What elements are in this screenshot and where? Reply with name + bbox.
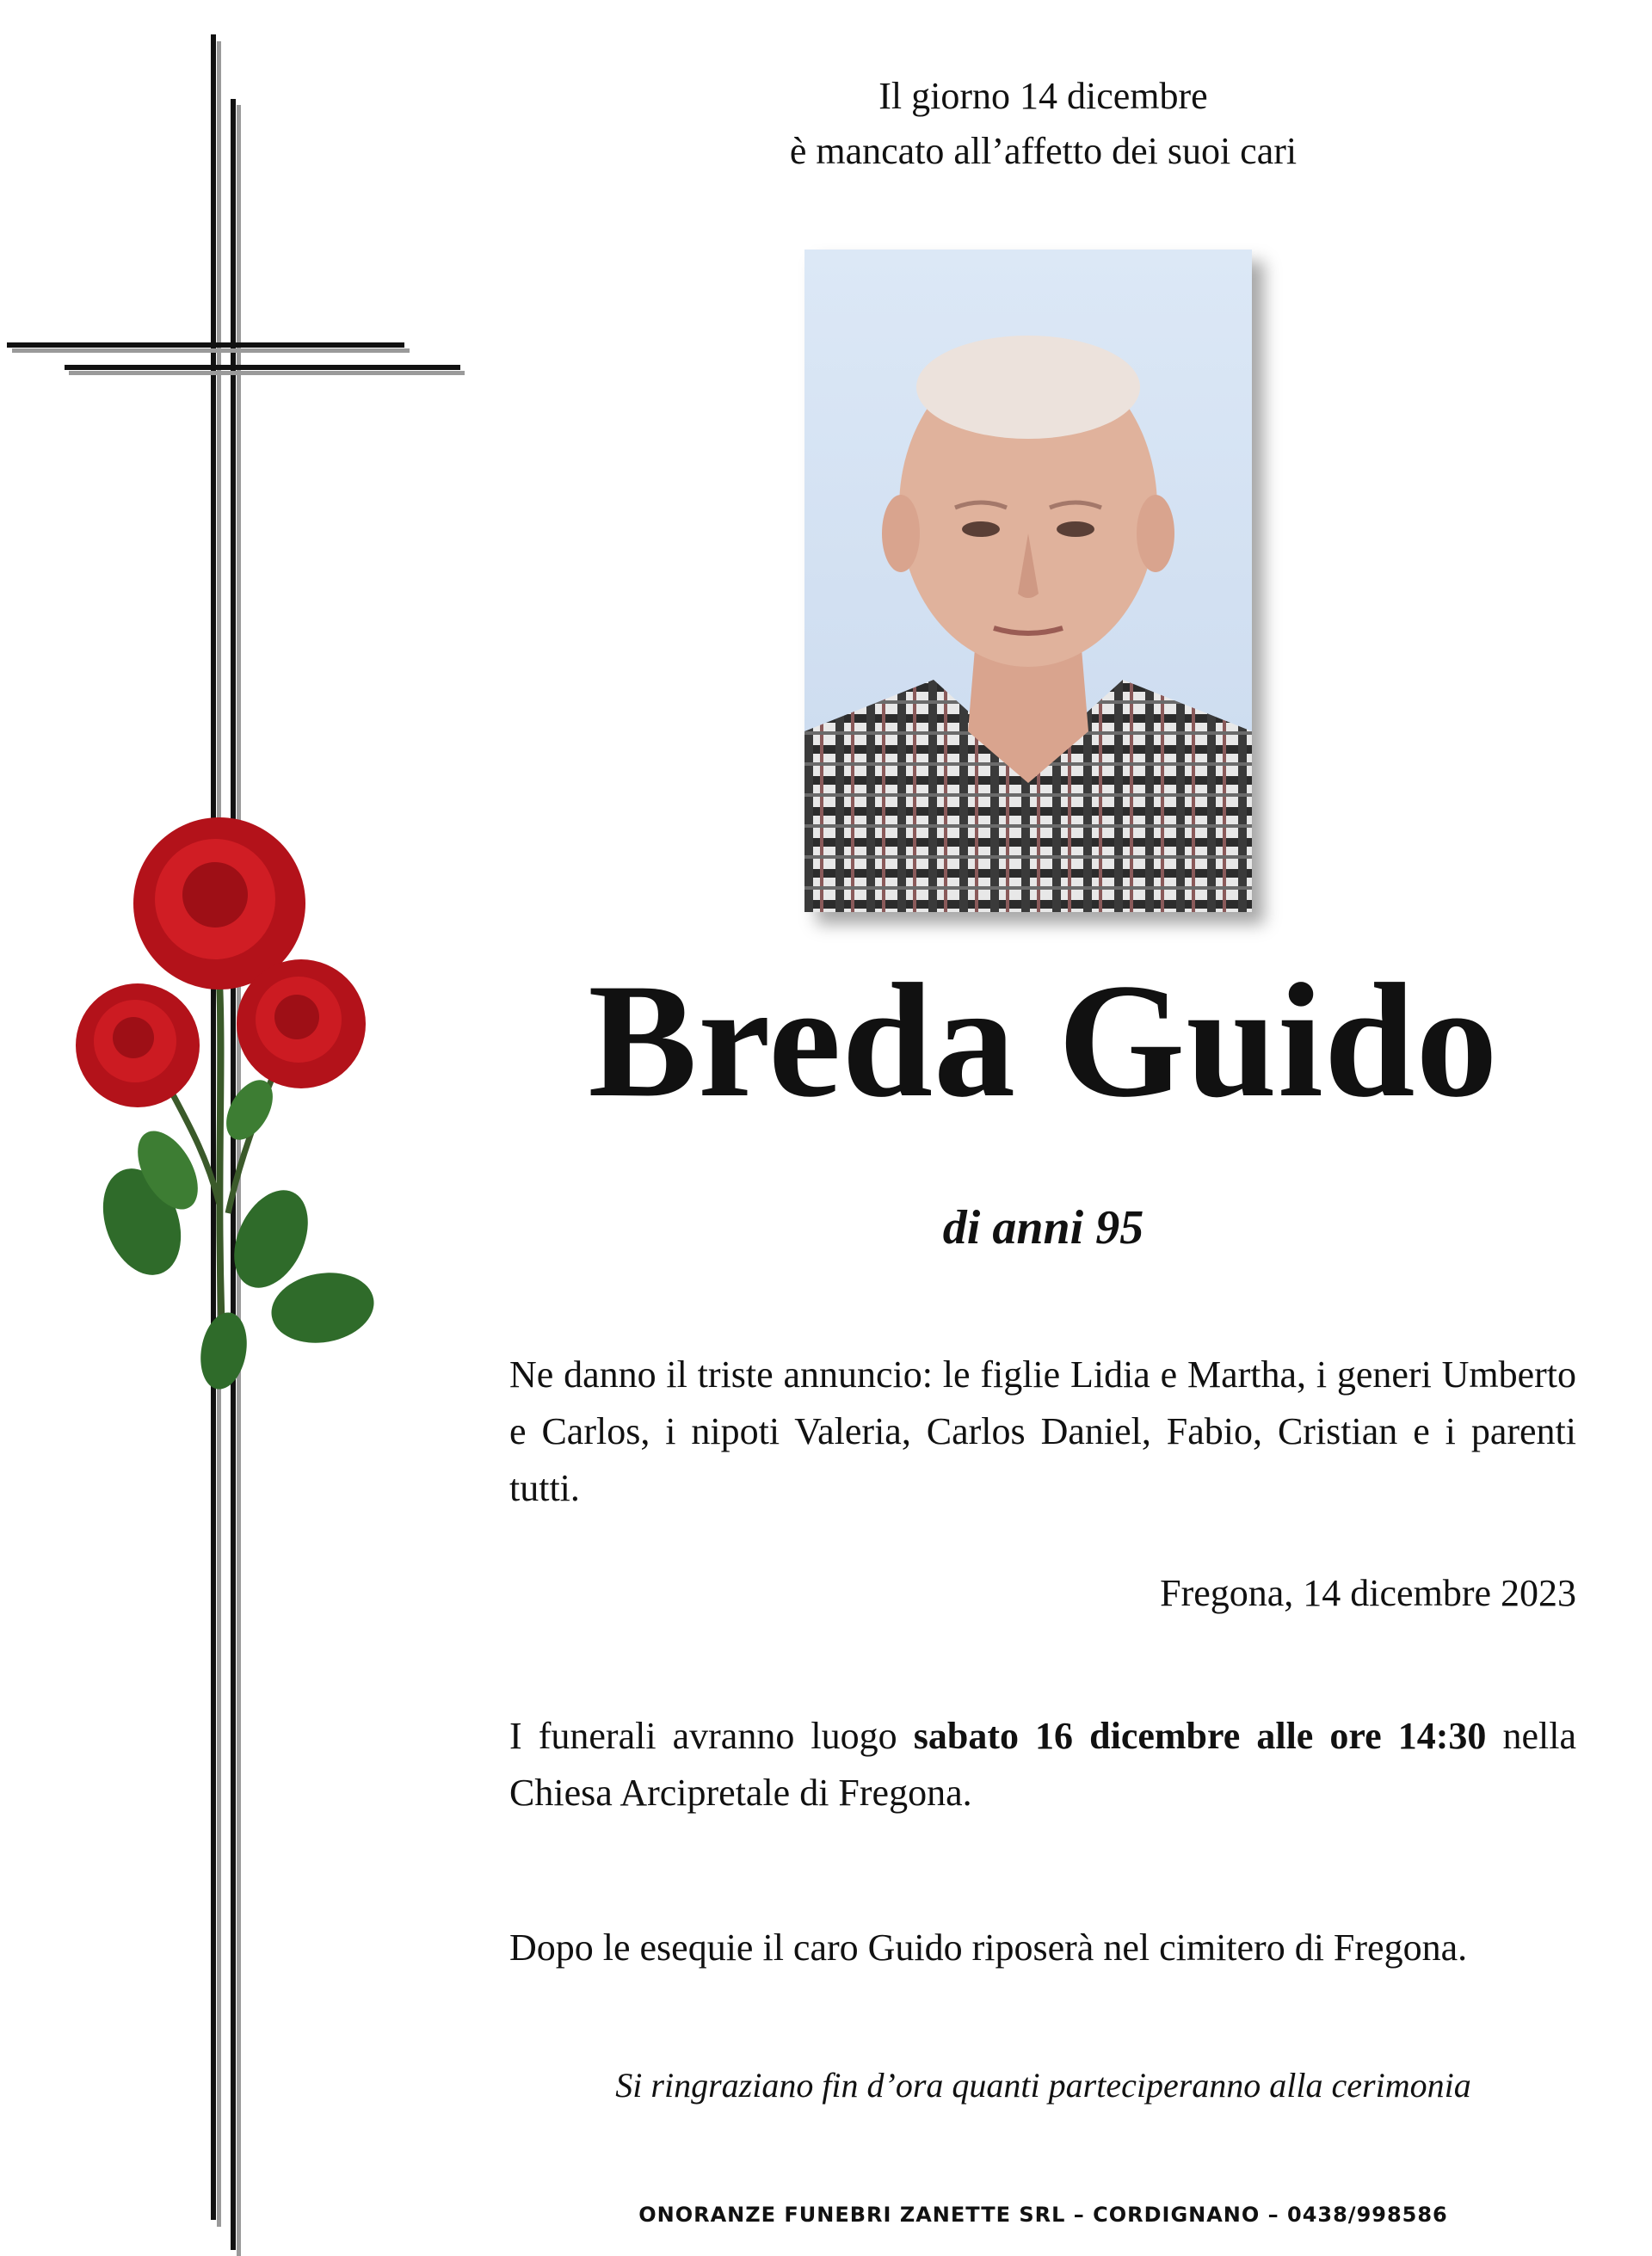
burial-text: Dopo le esequie il caro Guido riposerà nel cimitero di Fregona. xyxy=(509,1926,1468,1969)
portrait-icon xyxy=(804,250,1252,912)
intro-line-2: è mancato all’affetto dei suoi cari xyxy=(789,130,1298,172)
announcement-text: Ne danno il triste annuncio: le figlie Lidia e Martha, i generi Umberto e Carlos, i nipoti Valeria, Carlos Daniel, Fabio, Cristian e i parenti tutti. xyxy=(509,1353,1576,1509)
funeral-info xyxy=(509,1708,1576,1821)
deceased-age: di anni 95 xyxy=(942,1201,1144,1254)
intro-text xyxy=(508,69,1579,179)
funeral-suffix: nella Chiesa Arcipretale di Fregona. xyxy=(509,1715,1577,1814)
funeral-home-footer: ONORANZE FUNEBRI ZANETTE SRL – CORDIGNANO – 0438/998586 xyxy=(638,2203,1448,2227)
funeral-datetime: sabato 16 dicembre alle ore 14:30 xyxy=(913,1715,1487,1757)
deceased-name: Breda Guido xyxy=(588,951,1499,1131)
portrait-photo xyxy=(804,250,1252,912)
funeral-prefix: I funerali avranno luogo xyxy=(509,1715,914,1757)
place-date: Fregona, 14 dicembre 2023 xyxy=(1160,1572,1576,1614)
thanks-text: Si ringraziano fin d’ora quanti parteciperanno alla cerimonia xyxy=(615,2066,1471,2105)
roses-icon xyxy=(73,809,400,1411)
intro-line-1: Il giorno 14 dicembre xyxy=(878,75,1208,117)
